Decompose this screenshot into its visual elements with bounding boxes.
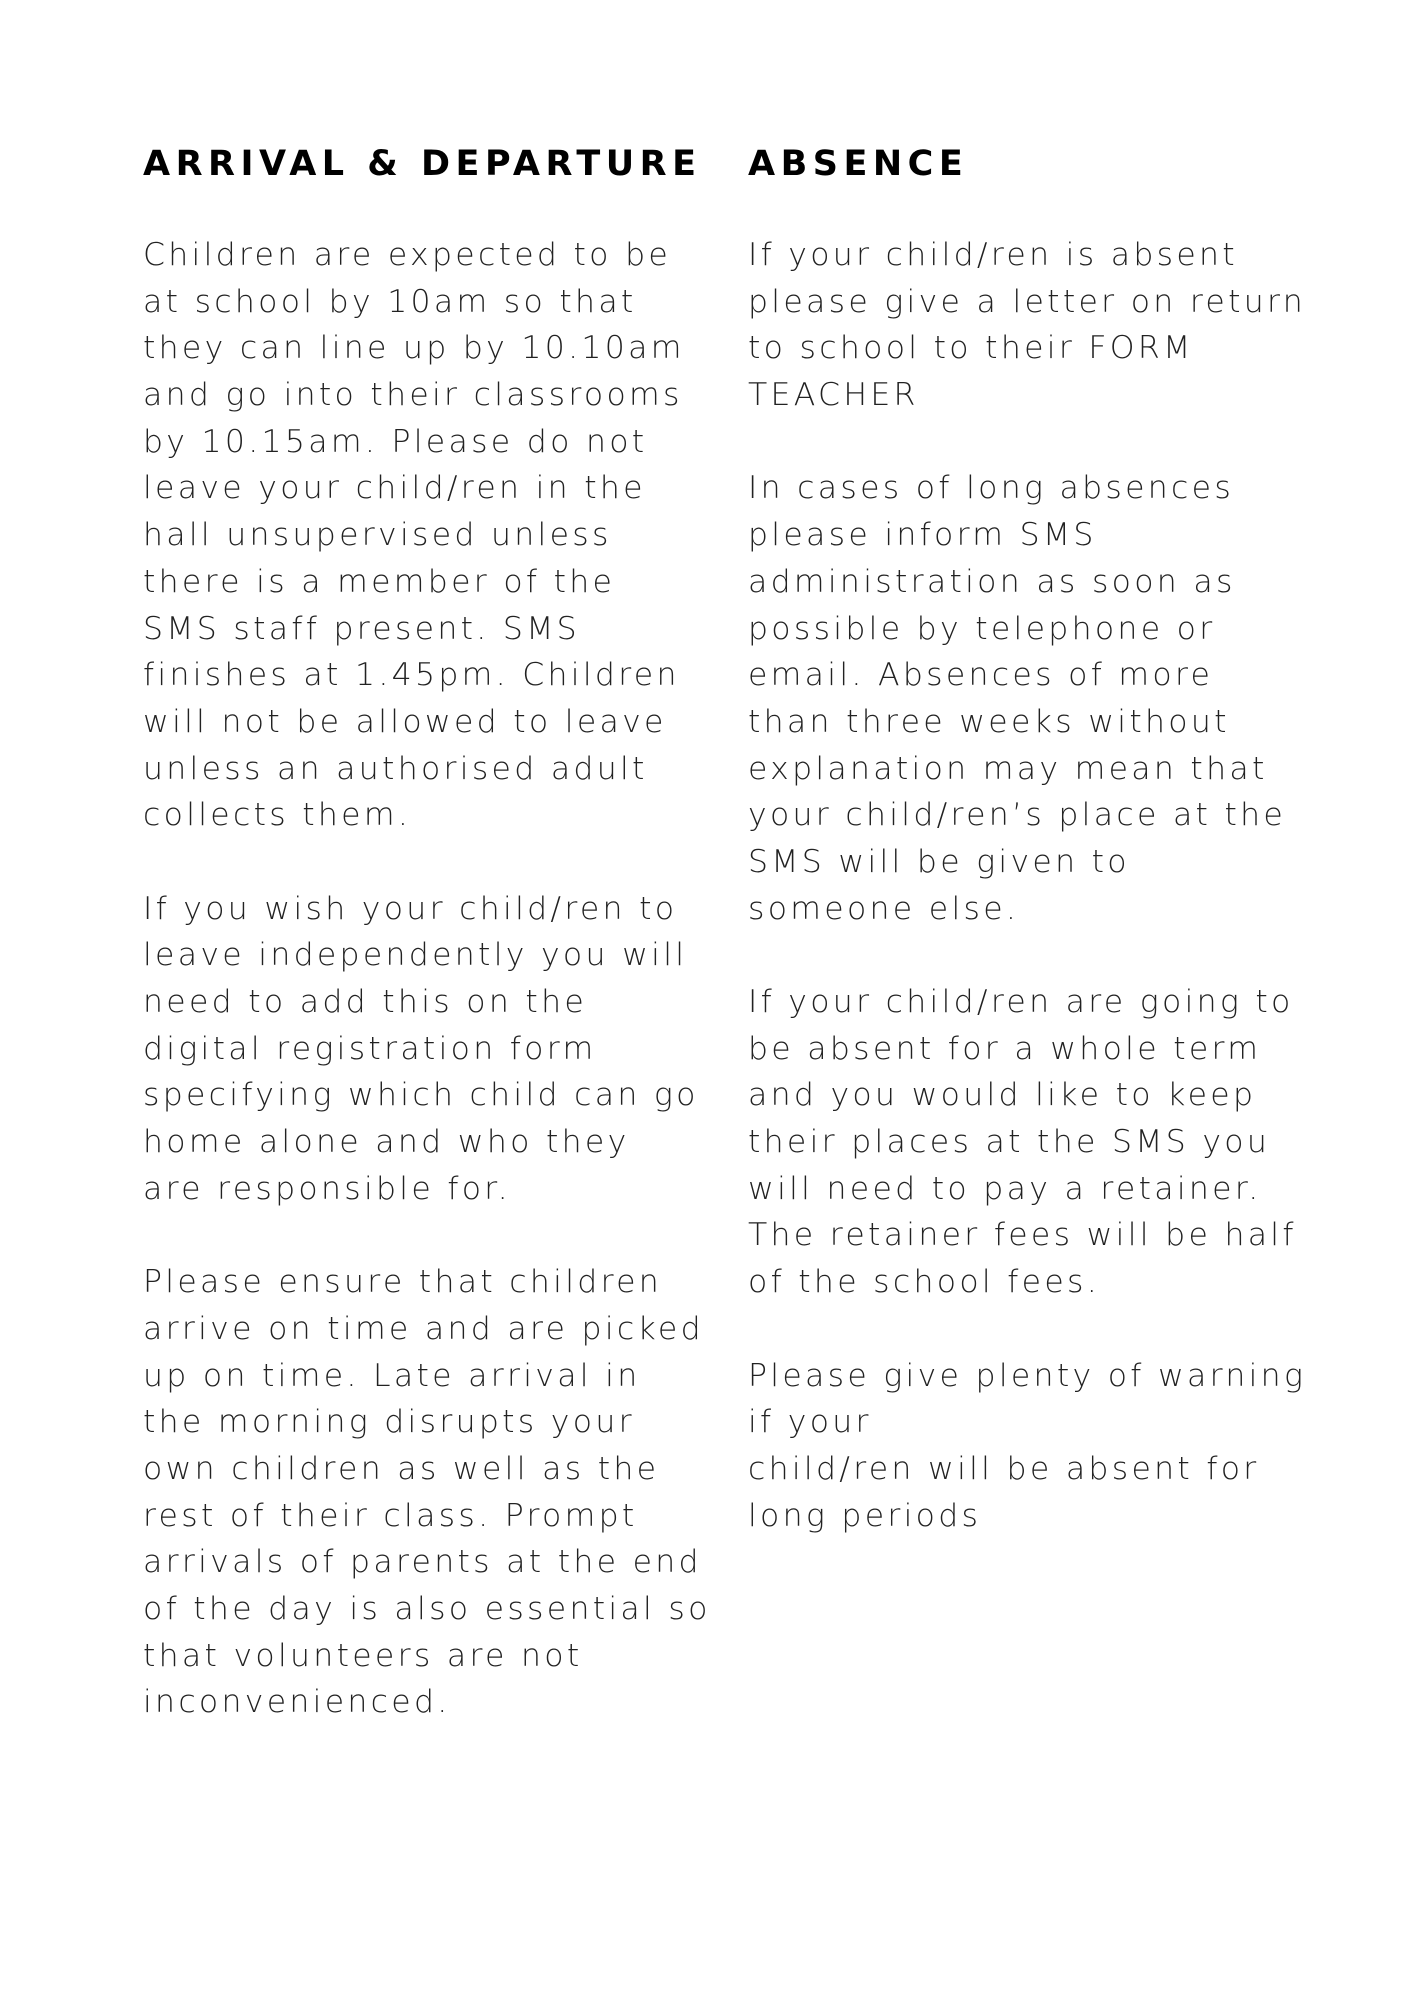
paragraph-spacer — [143, 1212, 703, 1259]
paragraph-line: by 10.15am. Please do not — [143, 423, 648, 460]
arrival-departure-section — [143, 140, 711, 1726]
paragraph-line: they can line up by 10.10am — [143, 330, 685, 367]
paragraph-line: child/ren will be absent for — [748, 1450, 1260, 1487]
absence-paragraph-2 — [748, 465, 1308, 932]
paragraph-line: than three weeks without — [748, 703, 1230, 740]
paragraph-line: unless an authorised adult — [143, 750, 648, 787]
paragraph-line: please inform SMS — [748, 517, 1097, 554]
paragraph-line: specifying which child can go — [143, 1077, 699, 1114]
paragraph-line: will need to pay a retainer. — [748, 1170, 1262, 1207]
paragraph-line: that volunteers are not — [143, 1637, 583, 1674]
arrival-paragraph-2 — [143, 886, 703, 1213]
paragraph-line: leave independently you will — [143, 937, 688, 974]
paragraph-line: If you wish your child/ren to — [143, 890, 678, 927]
arrival-paragraph-3 — [143, 1259, 711, 1726]
paragraph-line: The retainer fees will be half — [748, 1217, 1297, 1254]
paragraph-line: possible by telephone or — [748, 610, 1216, 647]
paragraph-line: explanation may mean that — [748, 750, 1268, 787]
absence-paragraph-3 — [748, 979, 1308, 1306]
paragraph-line: be absent for a whole term — [748, 1030, 1262, 1067]
paragraph-line: rest of their class. Prompt — [143, 1497, 638, 1534]
paragraph-line: someone else. — [748, 890, 1020, 927]
paragraph-line: own children as well as the — [143, 1450, 660, 1487]
paragraph-line: digital registration form — [143, 1030, 597, 1067]
paragraph-line: up on time. Late arrival in — [143, 1357, 641, 1394]
paragraph-line: to school to their FORM — [748, 330, 1194, 367]
paragraph-line: are responsible for. — [143, 1170, 511, 1207]
paragraph-line: In cases of long absences — [748, 470, 1235, 507]
absence-section — [748, 140, 1308, 1539]
paragraph-spacer — [748, 932, 1308, 979]
paragraph-line: collects them. — [143, 797, 412, 834]
paragraph-line: arrivals of parents at the end — [143, 1544, 702, 1581]
paragraph-line: and you would like to keep — [748, 1077, 1257, 1114]
arrival-paragraph-1 — [143, 232, 703, 839]
paragraph-line: their places at the SMS you — [748, 1124, 1271, 1161]
paragraph-line: the morning disrupts your — [143, 1404, 635, 1441]
absence-paragraph-1 — [748, 232, 1308, 419]
paragraph-line: Please give plenty of warning — [748, 1357, 1307, 1394]
paragraph-line: Children are expected to be — [143, 237, 672, 273]
arrival-departure-heading: ARRIVAL & DEPARTURE — [143, 144, 702, 184]
paragraph-line: long periods — [748, 1497, 982, 1534]
paragraph-line: of the day is also essential so — [143, 1590, 711, 1627]
paragraph-line: home alone and who they — [143, 1124, 630, 1161]
absence-heading: ABSENCE — [748, 144, 969, 184]
paragraph-line: hall unsupervised unless — [143, 517, 612, 554]
paragraph-line: and go into their classrooms — [143, 377, 683, 414]
paragraph-line: If your child/ren is absent — [748, 237, 1238, 273]
paragraph-line: SMS will be given to — [748, 843, 1130, 880]
paragraph-spacer — [143, 839, 703, 886]
paragraph-line: If your child/ren are going to — [748, 984, 1294, 1020]
paragraph-line: finishes at 1.45pm. Children — [143, 657, 680, 694]
paragraph-line: of the school fees. — [748, 1264, 1101, 1301]
paragraph-line: at school by 10am so that — [143, 283, 637, 320]
paragraph-line: please give a letter on return — [748, 283, 1306, 320]
paragraph-line: SMS staff present. SMS — [143, 610, 580, 647]
paragraph-line: leave your child/ren in the — [143, 470, 646, 507]
paragraph-line: Please ensure that children — [143, 1264, 663, 1301]
absence-paragraph-4 — [748, 1353, 1308, 1540]
paragraph-line: inconvenienced. — [143, 1684, 451, 1721]
paragraph-line: there is a member of the — [143, 563, 616, 600]
paragraph-spacer — [748, 1306, 1308, 1353]
paragraph-line: administration as soon as — [748, 563, 1236, 600]
paragraph-line: if your — [748, 1404, 872, 1441]
paragraph-line: email. Absences of more — [748, 657, 1214, 694]
absence-body — [748, 232, 1308, 1539]
paragraph-line: need to add this on the — [143, 984, 588, 1020]
paragraph-spacer — [748, 419, 1308, 466]
arrival-departure-body — [143, 232, 711, 1726]
paragraph-line: arrive on time and are picked — [143, 1310, 704, 1347]
paragraph-line: will not be allowed to leave — [143, 703, 667, 740]
paragraph-line: your child/ren’s place at the — [748, 797, 1287, 834]
paragraph-line: TEACHER — [748, 377, 919, 414]
